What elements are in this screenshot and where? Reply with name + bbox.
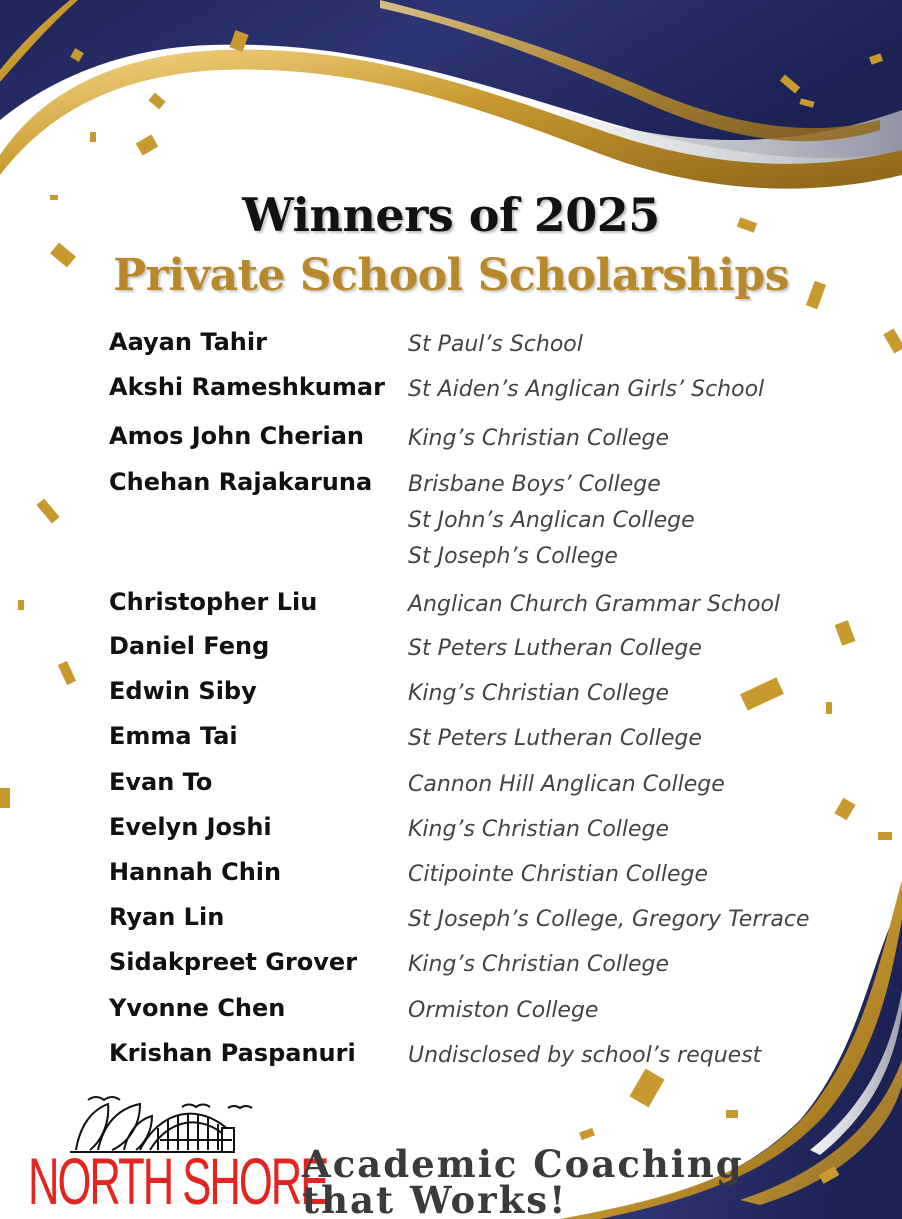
school-name: St Peters Lutheran College	[408, 636, 702, 661]
winner-name: Yvonne Chen	[109, 994, 286, 1022]
winner-schools	[408, 902, 810, 938]
winner-schools	[408, 857, 708, 893]
winner-name: Hannah Chin	[109, 858, 282, 886]
winner-name: Christopher Liu	[109, 588, 318, 616]
winner-name: Evelyn Joshi	[109, 813, 272, 841]
school-name: King’s Christian College	[408, 426, 670, 451]
winner-name: Emma Tai	[109, 722, 238, 750]
winner-schools	[408, 467, 695, 575]
winner-schools	[408, 947, 669, 983]
school-name: Cannon Hill Anglican College	[408, 772, 725, 797]
winner-schools	[408, 327, 583, 363]
school-name: King’s Christian College	[408, 952, 670, 977]
school-name: St Paul’s School	[408, 332, 583, 357]
winner-name: Akshi Rameshkumar	[109, 373, 385, 401]
winner-name: Aayan Tahir	[109, 328, 267, 356]
title-line-2: Private School Scholarships	[113, 250, 789, 301]
winner-name: Chehan Rajakaruna	[109, 468, 373, 496]
winner-name: Amos John Cherian	[109, 422, 364, 450]
winner-name: Sidakpreet Grover	[109, 948, 358, 976]
tagline-line-2: that Works!	[302, 1178, 568, 1219]
school-name: Brisbane Boys’ College	[408, 472, 661, 497]
school-name: St Peters Lutheran College	[408, 726, 702, 751]
title-line-1: Winners of 2025	[242, 188, 660, 242]
school-name: St Joseph’s College	[408, 544, 618, 569]
north-shore-logo: NORTH SHORE	[28, 1144, 328, 1218]
winner-name: Evan To	[109, 768, 213, 796]
winner-schools	[408, 812, 669, 848]
school-name: King’s Christian College	[408, 817, 670, 842]
winner-schools	[408, 372, 764, 408]
school-name: Citipointe Christian College	[408, 862, 709, 887]
winner-schools	[408, 993, 598, 1029]
winner-schools	[408, 767, 725, 803]
winner-schools	[408, 421, 669, 457]
winner-schools	[408, 676, 669, 712]
tagline-line-1: Academic Coaching	[302, 1142, 744, 1186]
school-name: Ormiston College	[408, 998, 599, 1023]
winner-schools	[408, 631, 702, 667]
winner-name: Edwin Siby	[109, 677, 257, 705]
school-name: St Aiden’s Anglican Girls’ School	[408, 377, 765, 402]
winner-schools	[408, 721, 702, 757]
winner-name: Krishan Paspanuri	[109, 1039, 356, 1067]
winner-name: Ryan Lin	[109, 903, 225, 931]
school-name: Anglican Church Grammar School	[408, 592, 781, 617]
school-name: Undisclosed by school’s request	[408, 1043, 762, 1068]
winner-schools	[408, 587, 780, 623]
school-name: King’s Christian College	[408, 681, 670, 706]
school-name: St John’s Anglican College	[408, 508, 695, 533]
school-name: St Joseph’s College, Gregory Terrace	[408, 907, 810, 932]
winner-name: Daniel Feng	[109, 632, 270, 660]
winner-schools	[408, 1038, 761, 1074]
